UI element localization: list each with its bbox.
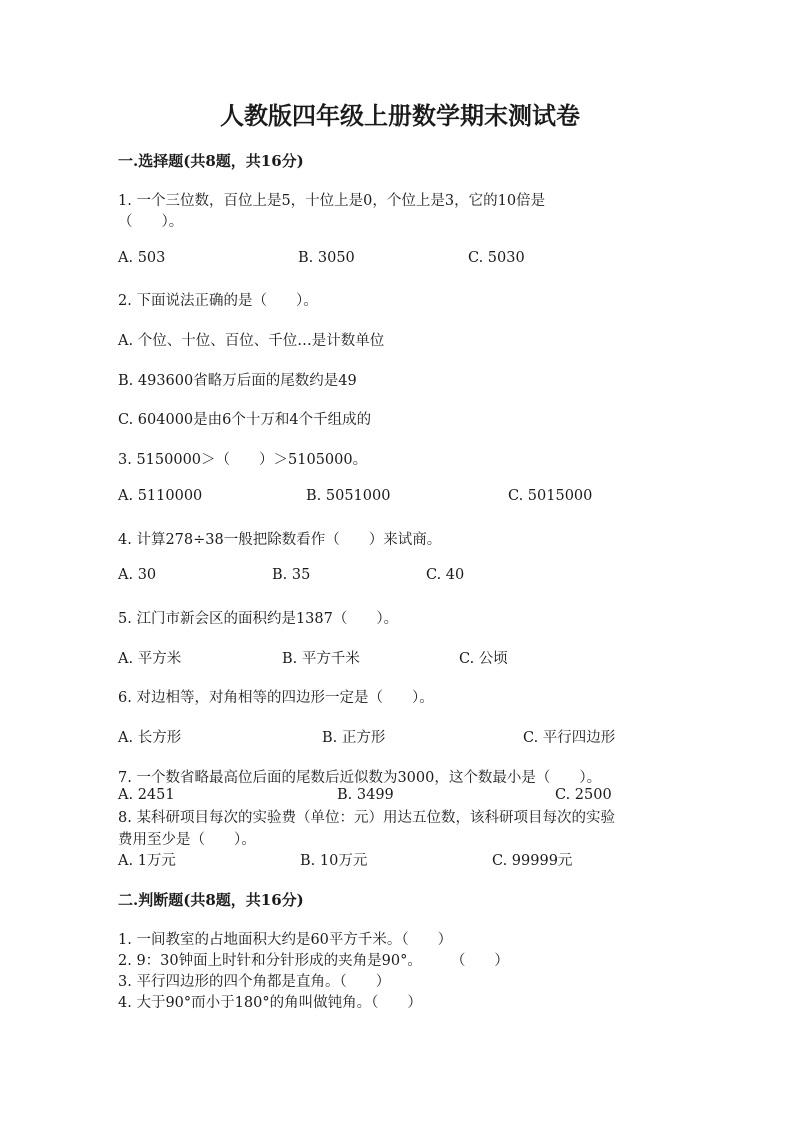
question-4-option-c: C. 40	[426, 567, 465, 583]
judgement-4-text: 4. 大于90°而小于180°的角叫做钝角。（ ）	[118, 995, 422, 1011]
question-5-option-b: B. 平方千米	[282, 651, 360, 667]
question-1-text: 1. 一个三位数，百位上是5，十位上是0，个位上是3，它的10倍是	[118, 193, 546, 209]
question-4-option-a: A. 30	[118, 567, 157, 583]
question-5-option-c: C. 公顷	[459, 651, 508, 667]
question-7-text: 7. 一个数省略最高位后面的尾数后近似数为3000，这个数最小是（ ）。	[118, 770, 602, 786]
judgement-1-text: 1. 一间教室的占地面积大约是60平方千米。（ ）	[118, 932, 453, 948]
question-4-option-b: B. 35	[272, 567, 311, 583]
section-heading-choice: 一.选择题(共8题，共16分)	[118, 152, 304, 170]
question-3-option-c: C. 5015000	[508, 488, 593, 504]
question-2-option-c: C. 604000是由6个十万和4个千组成的	[118, 412, 372, 428]
judgement-3-text: 3. 平行四边形的四个角都是直角。（ ）	[118, 974, 391, 990]
question-8-option-c: C. 99999元	[492, 853, 573, 869]
question-1-option-b: B. 3050	[298, 250, 355, 266]
question-6-text: 6. 对边相等，对角相等的四边形一定是（ ）。	[118, 690, 434, 706]
question-2-option-a: A. 个位、十位、百位、千位…是计数单位	[118, 333, 385, 349]
question-5-text: 5. 江门市新会区的面积约是1387（ ）。	[118, 611, 399, 627]
question-8-option-a: A. 1万元	[118, 853, 176, 869]
question-2-option-b: B. 493600省略万后面的尾数约是49	[118, 373, 357, 389]
question-5-option-a: A. 平方米	[118, 651, 182, 667]
question-6-option-a: A. 长方形	[118, 730, 182, 746]
question-8-option-b: B. 10万元	[300, 853, 368, 869]
question-1-text-cont: （ ）。	[118, 214, 184, 230]
question-1-option-c: C. 5030	[468, 250, 525, 266]
judgement-2-text: 2. 9：30钟面上时针和分针形成的夹角是90°。 （ ）	[118, 953, 509, 969]
question-7-option-a: A. 2451	[118, 787, 175, 803]
question-6-option-b: B. 正方形	[322, 730, 386, 746]
question-2-text: 2. 下面说法正确的是（ ）。	[118, 293, 318, 309]
question-4-text: 4. 计算278÷38一般把除数看作（ ）来试商。	[118, 532, 442, 548]
question-8-text: 8. 某科研项目每次的实验费（单位：元）用达五位数，该科研项目每次的实验	[118, 810, 615, 826]
question-3-text: 3. 5150000＞（ ）＞5105000。	[118, 452, 368, 468]
question-3-option-a: A. 5110000	[118, 488, 203, 504]
question-7-option-b: B. 3499	[337, 787, 394, 803]
question-1-option-a: A. 503	[118, 250, 166, 266]
page-title: 人教版四年级上册数学期末测试卷	[220, 101, 580, 130]
question-7-option-c: C. 2500	[555, 787, 612, 803]
section-heading-judgement: 二.判断题(共8题，共16分)	[118, 891, 304, 909]
question-3-option-b: B. 5051000	[306, 488, 391, 504]
question-8-text-cont: 费用至少是（ ）。	[118, 832, 256, 848]
question-6-option-c: C. 平行四边形	[523, 730, 616, 746]
